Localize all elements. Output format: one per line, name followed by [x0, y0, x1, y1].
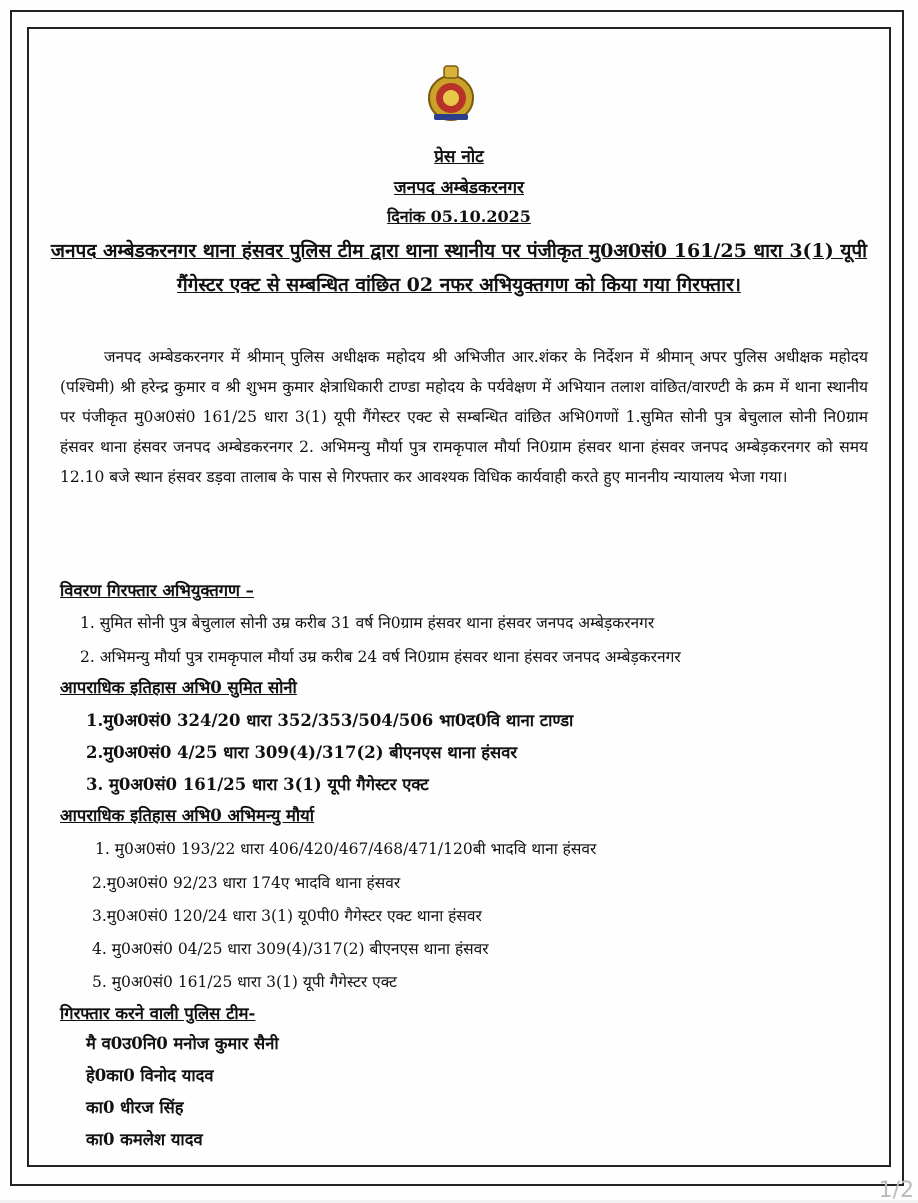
date-heading: दिनांक 05.10.2025: [387, 207, 531, 226]
history-abhimanyu-item: 3.मु0अ0सं0 120/24 धारा 3(1) यू0पी0 गैगेस्टर एक्ट थाना हंसवर: [92, 907, 482, 925]
page-number: 1/2: [878, 1178, 914, 1203]
history-abhimanyu-item: 5. मु0अ0सं0 161/25 धारा 3(1) यूपी गैगेस्टर एक्ट: [92, 973, 397, 991]
history-abhimanyu-item: 2.मु0अ0सं0 92/23 धारा 174ए भादवि थाना हंसवर: [92, 874, 401, 892]
team-member: का0 कमलेश यादव: [86, 1130, 203, 1149]
team-member: मै व0उ0नि0 मनोज कुमार सैनी: [86, 1034, 279, 1053]
team-heading: गिरफ्तार करने वाली पुलिस टीम-: [60, 1004, 256, 1023]
team-member: हे0का0 विनोद यादव: [86, 1066, 214, 1085]
history-abhimanyu-item: 4. मु0अ0सं0 04/25 धारा 309(4)/317(2) बीएनएस थाना हंसवर: [92, 940, 489, 958]
arrested-item: 2. अभिमन्यु मौर्या पुत्र रामकृपाल मौर्या उम्र करीब 24 वर्ष नि0ग्राम हंसवर थाना हंसवर जनपद अम्बेड़करनगर: [80, 648, 681, 666]
up-police-emblem-icon: [420, 62, 482, 124]
press-note-heading: प्रेस नोट: [434, 147, 484, 167]
history-abhimanyu-heading: आपराधिक इतिहास अभि0 अभिमन्यु मौर्या: [60, 806, 315, 825]
arrested-heading: विवरण गिरफ्तार अभियुक्तगण –: [60, 581, 254, 600]
history-sumit-heading: आपराधिक इतिहास अभि0 सुमित सोनी: [60, 678, 297, 697]
team-member: का0 धीरज सिंह: [86, 1098, 184, 1117]
history-sumit-item: 1.मु0अ0सं0 324/20 धारा 352/353/504/506 भा0द0वि थाना टाण्डा: [86, 711, 574, 730]
arrested-item: 1. सुमित सोनी पुत्र बेचुलाल सोनी उम्र करीब 31 वर्ष नि0ग्राम हंसवर थाना हंसवर जनपद अम्बेड़करनगर: [80, 614, 655, 632]
body-paragraph: जनपद अम्बेडकरनगर में श्रीमान् पुलिस अधीक्षक महोदय श्री अभिजीत आर.शंकर के निर्देशन में श्रीमान् अपर पुलिस अधीक्षक महोदय (पश्चिमी) श्री हरेन्द्र कुमार व श्री शुभम कुमार क्षेत्राधिकारी टाण्डा महोदय के पर्यवेक्षण में अभियान तलाश वांछित/वारण्टी के क्रम में थाना स्थानीय पर पंजीकृत मु0अ0सं0 161/25 धारा 3(1) यूपी गैंगेस्टर एक्ट से सम्बन्धित वांछित अभि0गणों 1.सुमित सोनी पुत्र बेचुलाल सोनी नि0ग्राम हंसवर थाना हंसवर जनपद अम्बेडकरनगर 2. अभिमन्यु मौर्या पुत्र रामकृपाल मौर्या नि0ग्राम हंसवर थाना हंसवर जनपद अम्बेड़करनगर को समय 12.10 बजे स्थान हंसवर डड़वा तालाब के पास से गिरफ्तार कर आवश्यक विधिक कार्यवाही करते हुए माननीय न्यायालय भेजा गया।: [60, 348, 868, 486]
history-sumit-item: 3. मु0अ0सं0 161/25 धारा 3(1) यूपी गैगेस्टर एक्ट: [86, 775, 429, 794]
history-sumit-item: 2.मु0अ0सं0 4/25 धारा 309(4)/317(2) बीएनएस थाना हंसवर: [86, 743, 518, 762]
news-title: जनपद अम्बेडकरनगर थाना हंसवर पुलिस टीम द्वारा थाना स्थानीय पर पंजीकृत मु0अ0सं0 161/25 धारा 3(1) यूपी गैंगेस्टर एक्ट से सम्बन्धित वांछित 02 नफर अभियुक्तगण को किया गया गिरफ्तार।: [50, 240, 868, 296]
history-abhimanyu-item: 1. मु0अ0सं0 193/22 धारा 406/420/467/468/471/120बी भादवि थाना हंसवर: [95, 840, 597, 858]
district-heading: जनपद अम्बेडकरनगर: [394, 178, 524, 198]
